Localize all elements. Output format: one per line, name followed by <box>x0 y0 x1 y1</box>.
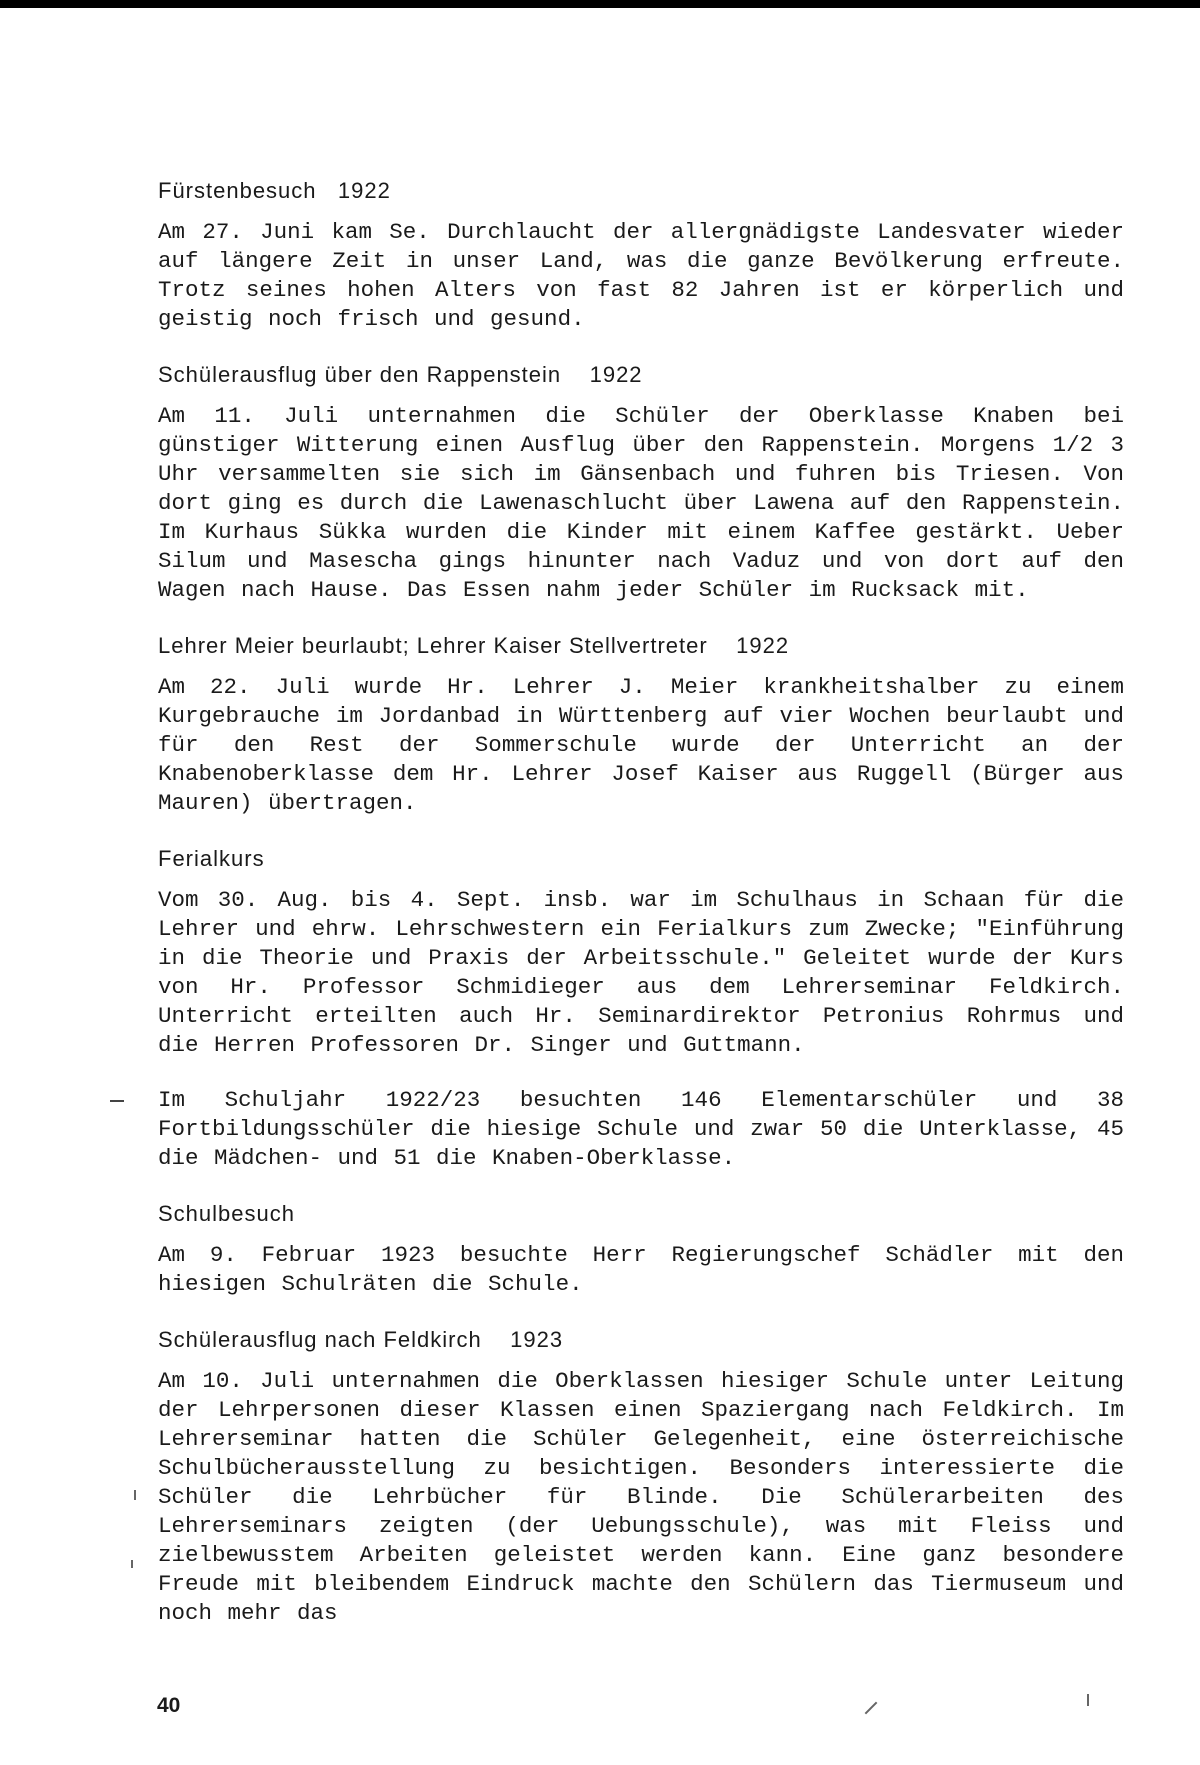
section-ferialkurs <box>158 844 1124 1060</box>
stray-scan-mark <box>134 1490 136 1500</box>
section-paragraph: Am 27. Juni kam Se. Durchlaucht der allergnädigste Landesvater wieder auf längere Zeit in unser Land, was die ganze Bevölkerung erfreute. Trotz seines hohen Alters von fast 82 Jahren ist er körperlich und geistig noch frisch und gesund. <box>158 219 1124 332</box>
section-lehrer-meier <box>158 631 1124 818</box>
stray-scan-mark <box>1087 1694 1089 1706</box>
section-fuerstenbesuch <box>158 176 1124 334</box>
section-feldkirch <box>158 1325 1124 1628</box>
section-paragraph: Am 11. Juli unternahmen die Schüler der Oberklasse Knaben bei günstiger Witterung einen Ausflug über den Rappenstein. Morgens 1/2 3 Uhr versammelten sie sich im Gänsenbach und fuhren bis Triesen. Von dort ging es durch die Lawenaschlucht über Lawena auf den Rappenstein. Im Kurhaus Sükka wurden die Kinder mit einem Kaffee gestärkt. Ueber Silum und Masescha gings hinunter nach Vaduz und von dort auf den Wagen nach Hause. Das Essen nahm jeder Schüler im Rucksack mit. <box>158 403 1124 603</box>
section-schulbesuch <box>158 1199 1124 1299</box>
section-paragraph: Am 22. Juli wurde Hr. Lehrer J. Meier krankheitshalber zu einem Kurgebrauche im Jordanbad in Württenberg auf vier Wochen beurlaubt und für den Rest der Sommerschule wurde der Unterricht an der Knabenoberklasse dem Hr. Lehrer Josef Kaiser aus Ruggell (Bürger aus Mauren) übertragen. <box>158 674 1124 816</box>
scan-top-border <box>0 0 1200 8</box>
section-heading: Schülerausflug über den Rappenstein 1922 <box>158 362 643 387</box>
section-heading: Lehrer Meier beurlaubt; Lehrer Kaiser Stellvertreter 1922 <box>158 633 790 658</box>
stray-scan-mark <box>865 1702 878 1715</box>
stray-scan-mark <box>131 1560 133 1568</box>
section-paragraph: Am 9. Februar 1923 besuchte Herr Regierungschef Schädler mit den hiesigen Schulräten die Schule. <box>158 1242 1124 1297</box>
document-page <box>158 176 1124 1654</box>
section-paragraph: Vom 30. Aug. bis 4. Sept. insb. war im Schulhaus in Schaan für die Lehrer und ehrw. Lehrschwestern ein Ferialkurs zum Zwecke; "Einführung in die Theorie und Praxis der Arbeitsschule." Geleitet wurde der Kurs von Hr. Professor Schmidieger aus dem Lehrerseminar Feldkirch. Unterricht erteilten auch Hr. Seminardirektor Petronius Rohrmus und die Herren Professoren Dr. Singer und Guttmann. <box>158 887 1124 1058</box>
schuljahr-block <box>158 1086 1124 1173</box>
section-heading: Ferialkurs <box>158 846 265 871</box>
section-paragraph: Am 10. Juli unternahmen die Oberklassen hiesiger Schule unter Leitung der Lehrpersonen dieser Klassen einen Spaziergang nach Feldkirch. Im Lehrerseminar hatten die Schüler Gelegenheit, eine österreichische Schulbücherausstellung zu besichtigen. Besonders interessierte die Schüler die Lehrbücher für Blinde. Die Schülerarbeiten des Lehrerseminars zeigten (der Uebungsschule), was mit Fleiss und zielbewusstem Arbeiten geleistet werden kann. Eine ganz besondere Freude mit bleibendem Eindruck machte den Schülern das Tiermuseum und noch mehr das <box>158 1368 1124 1626</box>
section-heading: Fürstenbesuch 1922 <box>158 178 391 203</box>
page-number: 40 <box>157 1694 181 1717</box>
section-heading: Schülerausflug nach Feldkirch 1923 <box>158 1327 564 1352</box>
schuljahr-paragraph: Im Schuljahr 1922/23 besuchten 146 Elementarschüler und 38 Fortbildungsschüler die hiesige Schule und zwar 50 die Unterklasse, 45 die Mädchen- und 51 die Knaben-Oberklasse. <box>158 1087 1124 1171</box>
margin-dash-mark <box>110 1100 124 1102</box>
section-rappenstein <box>158 360 1124 605</box>
section-heading: Schulbesuch <box>158 1201 295 1226</box>
